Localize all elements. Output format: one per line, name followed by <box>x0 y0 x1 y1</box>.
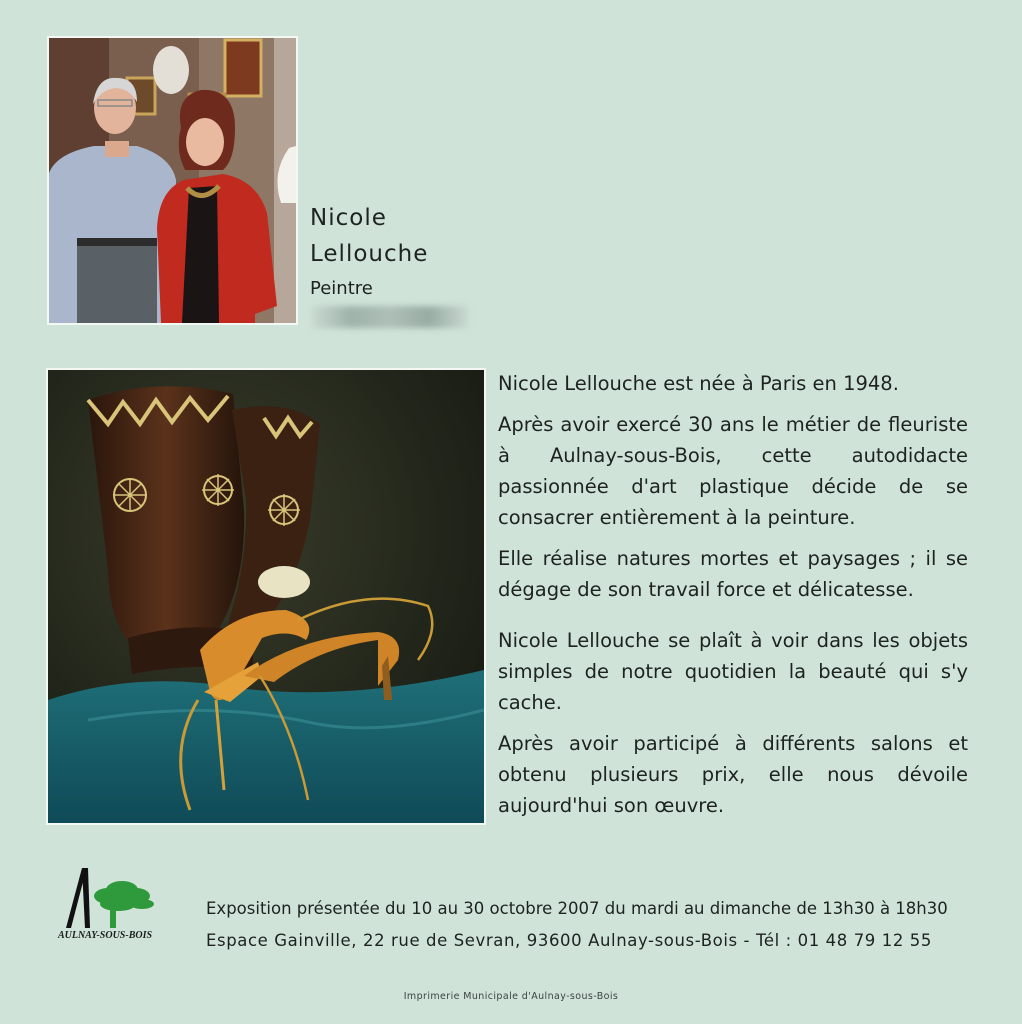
painting-image <box>46 368 486 825</box>
artist-role: Peintre <box>310 278 373 299</box>
printer-credit: Imprimerie Municipale d'Aulnay-sous-Bois <box>403 991 619 1002</box>
biography-text <box>498 368 968 831</box>
artist-name-block <box>310 200 428 304</box>
artist-photo-image <box>49 38 296 323</box>
exhibition-dates: Exposition présentée du 10 au 30 octobre 2007 du mardi au dimanche de 13h30 à 18h30 <box>206 899 948 918</box>
artist-photo <box>47 36 298 325</box>
artist-last-name: Lellouche <box>310 241 429 267</box>
bio-paragraph-3: Elle réalise natures mortes et paysages ; il se dégage de son travail force et délicatesse. <box>498 547 968 601</box>
bio-paragraph-2: Après avoir exercé 30 ans le métier de fleuriste à Aulnay-sous-Bois, cette autodidacte passionnée d'art plastique décide de se consacrer entièrement à la peinture. <box>498 413 968 529</box>
bio-paragraph-1: Nicole Lellouche est née à Paris en 1948. <box>498 372 899 395</box>
tree-logo-icon <box>52 862 158 932</box>
bio-paragraph-4: Nicole Lellouche se plaît à voir dans les objets simples de notre quotidien la beauté qui s'y cache. <box>498 629 968 714</box>
exhibition-address: Espace Gainville, 22 rue de Sevran, 93600 Aulnay-sous-Bois - Tél : 01 48 79 12 55 <box>206 931 932 950</box>
artist-first-name: Nicole <box>310 205 387 231</box>
bio-paragraph-5: Après avoir participé à différents salons et obtenu plusieurs prix, elle nous dévoile aujourd'hui son œuvre. <box>498 732 968 817</box>
painting-still-life <box>48 370 484 823</box>
logo-caption: AULNAY-SOUS-BOIS <box>57 930 153 941</box>
redacted-contact <box>312 306 468 328</box>
